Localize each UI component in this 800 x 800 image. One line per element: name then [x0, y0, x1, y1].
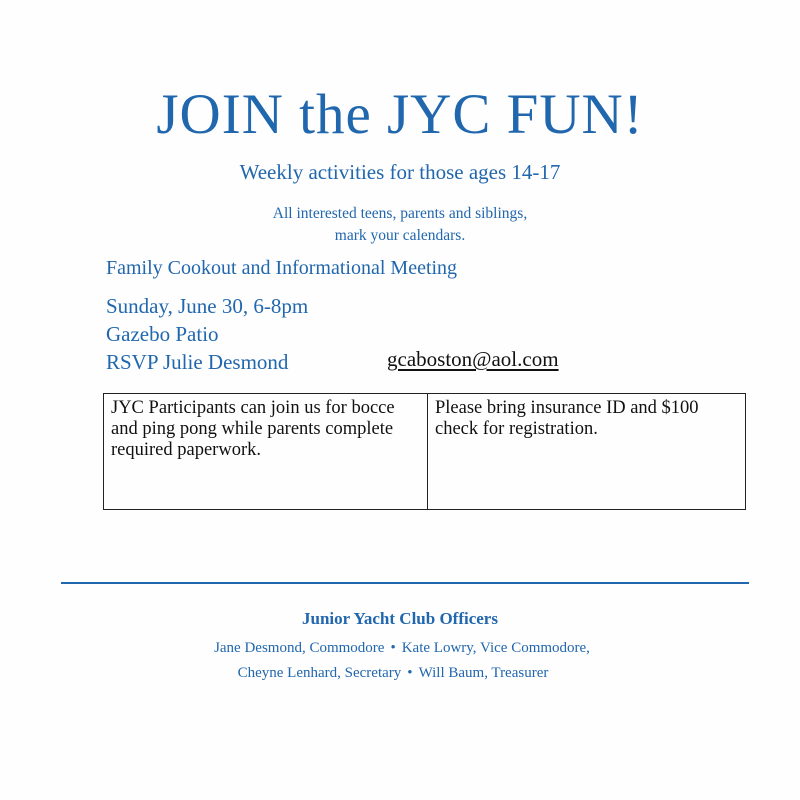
- divider-line: [61, 582, 749, 584]
- rsvp-label: RSVP Julie Desmond: [106, 350, 289, 374]
- bullet-separator: •: [407, 665, 413, 681]
- info-table: [103, 393, 746, 510]
- officers-heading: Junior Yacht Club Officers: [302, 609, 498, 628]
- flyer-title: JOIN the JYC FUN!: [156, 83, 644, 146]
- info-cell-activities: JYC Participants can join us for bocce and ping pong while parents complete required paperwork.: [104, 394, 428, 509]
- officer-secretary: Cheyne Lenhard, Secretary: [237, 665, 402, 681]
- info-cell-requirements: Please bring insurance ID and $100 check for registration.: [435, 398, 699, 439]
- officer-commodore: Jane Desmond, Commodore: [214, 640, 385, 656]
- officer-vice-commodore: Kate Lowry, Vice Commodore,: [401, 640, 590, 656]
- event-date-time: Sunday, June 30, 6-8pm: [106, 294, 309, 318]
- invite-line-2: mark your calendars.: [334, 227, 466, 244]
- event-location: Gazebo Patio: [106, 322, 219, 346]
- officers-line-2: [0, 665, 793, 682]
- meeting-title: Family Cookout and Informational Meeting: [106, 257, 458, 279]
- bullet-separator: •: [390, 640, 396, 656]
- flyer-subtitle: Weekly activities for those ages 14-17: [239, 160, 561, 184]
- invite-text: [0, 203, 800, 247]
- officers-line-1: [2, 640, 800, 657]
- invite-line-1: All interested teens, parents and siblings,: [272, 205, 528, 222]
- event-details: [106, 292, 308, 376]
- officer-treasurer: Will Baum, Treasurer: [418, 665, 549, 681]
- rsvp-email-link[interactable]: gcaboston@aol.com: [387, 347, 559, 371]
